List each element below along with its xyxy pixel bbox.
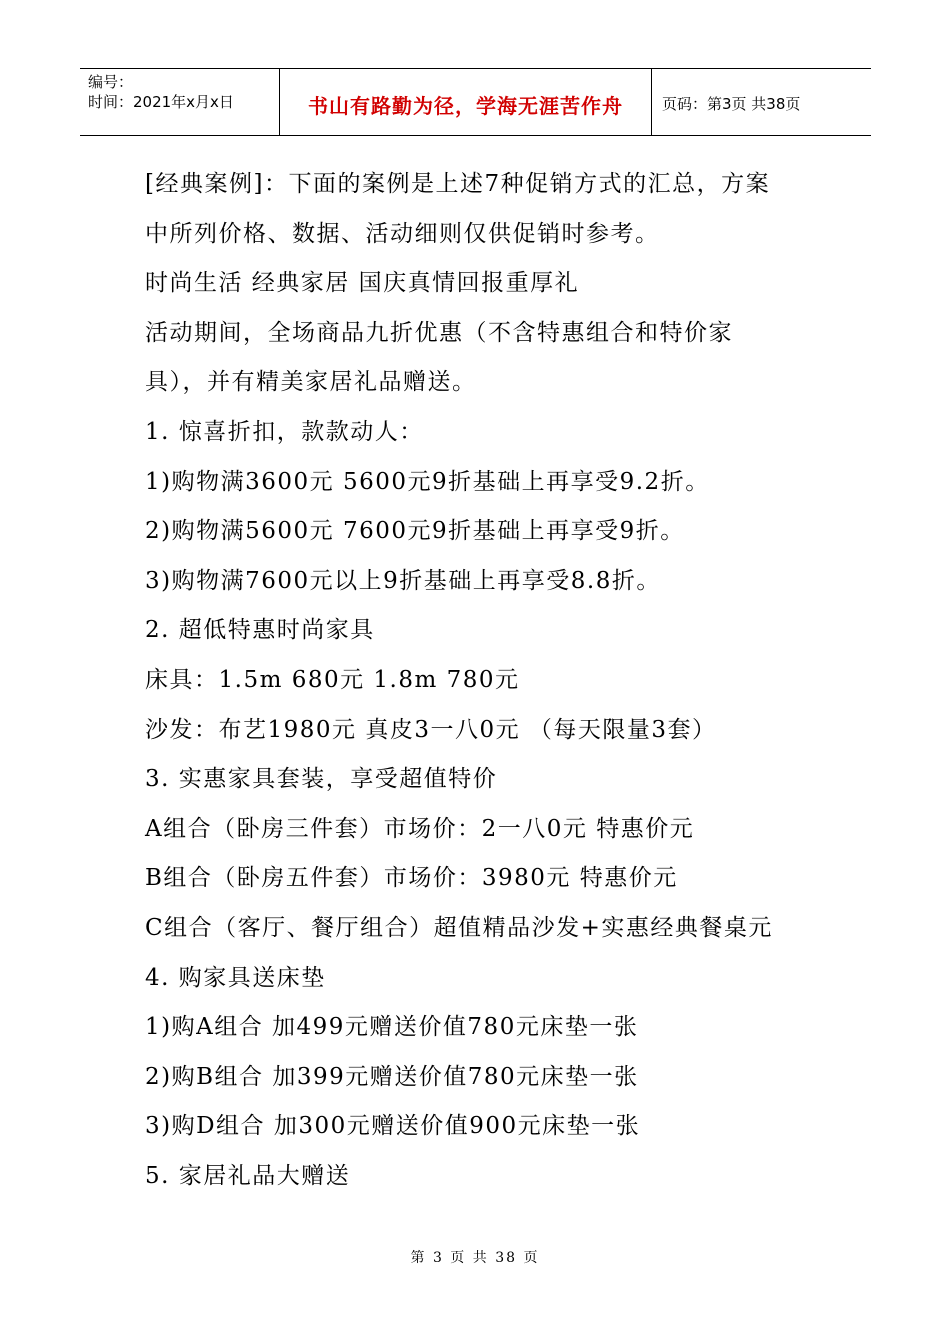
- list-item: 2)购物满5600元 7600元9折基础上再享受9折。: [145, 518, 685, 545]
- document-number-label: 编号：: [88, 73, 134, 91]
- list-item: C组合（客厅、餐厅组合）超值精品沙发+实惠经典餐桌元: [145, 914, 773, 941]
- list-item: 3)购D组合 加300元赠送价值900元床垫一张: [145, 1113, 641, 1140]
- header-motto: 书山有路勤为径，学海无涯苦作舟: [280, 69, 652, 135]
- page-footer: 第 3 页 共 38 页: [410, 1250, 540, 1266]
- list-item: 1)购物满3600元 5600元9折基础上再享受9.2折。: [145, 468, 710, 495]
- list-item: A组合（卧房三件套）市场价：2一八0元 特惠价元: [145, 815, 695, 842]
- body-line: 具），并有精美家居礼品赠送。: [145, 369, 477, 396]
- section-heading: 3. 实惠家具套装，享受超值特价: [145, 766, 498, 793]
- header-meta: [80, 69, 280, 135]
- document-date: 时间：2021年x月x日: [88, 93, 234, 111]
- section-heading: 4. 购家具送床垫: [145, 964, 326, 991]
- list-item: 1)购A组合 加499元赠送价值780元床垫一张: [145, 1014, 639, 1041]
- list-item: 2)购B组合 加399元赠送价值780元床垫一张: [145, 1063, 639, 1090]
- list-item: 3)购物满7600元以上9折基础上再享受8.8折。: [145, 567, 661, 594]
- section-heading: 2. 超低特惠时尚家具: [145, 617, 375, 644]
- body-line: 活动期间，全场商品九折优惠（不含特惠组合和特价家: [145, 319, 733, 346]
- body-line: 中所列价格、数据、活动细则仅供促销时参考。: [145, 220, 660, 247]
- list-item: B组合（卧房五件套）市场价：3980元 特惠价元: [145, 865, 678, 892]
- body-line: [经典案例]：下面的案例是上述7种促销方式的汇总，方案: [145, 171, 771, 197]
- page-header: [80, 68, 871, 136]
- section-heading: 1. 惊喜折扣，款款动人：: [145, 418, 424, 445]
- section-heading: 时尚生活 经典家居 国庆真情回报重厚礼: [145, 270, 580, 297]
- document-body: [145, 160, 825, 1201]
- header-page-info: 页码：第3页 共38页: [662, 94, 801, 113]
- section-heading: 5. 家居礼品大赠送: [145, 1162, 351, 1189]
- list-item: 床具：1.5m 680元 1.8m 780元: [145, 666, 520, 693]
- list-item: 沙发：布艺1980元 真皮3一八0元 （每天限量3套）: [145, 716, 717, 743]
